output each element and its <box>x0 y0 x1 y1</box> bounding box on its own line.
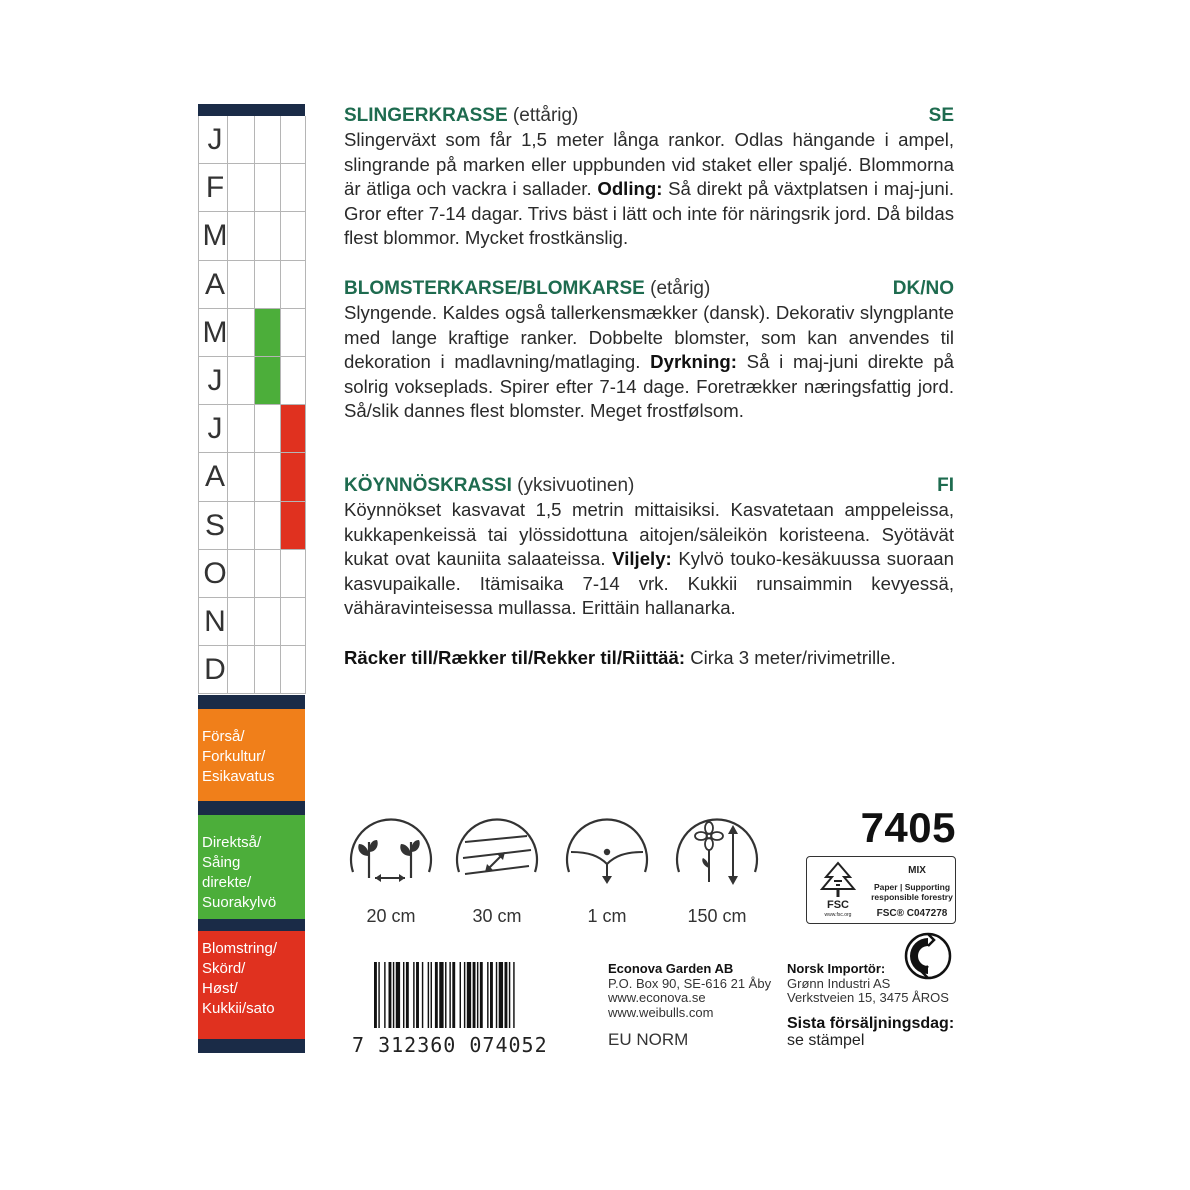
language-code: FI <box>937 475 954 496</box>
section-header <box>344 104 954 128</box>
calendar-cell <box>280 261 306 308</box>
legend-bloom-harvest <box>198 931 305 1039</box>
legend-line: Blomstring/ <box>202 940 278 957</box>
calendar-cell <box>227 261 254 308</box>
calendar-cell <box>280 309 306 356</box>
month-row <box>199 598 306 646</box>
row-spacing-label: 30 cm <box>472 906 522 926</box>
row-spacing-icon <box>451 812 543 896</box>
row-spacing <box>449 812 545 927</box>
variety-type: (ettårig) <box>512 105 579 126</box>
calendar-cell <box>254 502 280 549</box>
plant-spacing <box>343 812 439 927</box>
legend-line: Förså/ <box>202 728 245 745</box>
month-row <box>199 550 306 598</box>
last-sale-value: se stämpel <box>787 1032 865 1049</box>
legend-line: Såing <box>202 854 241 871</box>
month-letter: M <box>202 315 228 349</box>
calendar-cell <box>280 453 306 500</box>
calendar-cell <box>280 405 306 452</box>
legend-line: Kukkii/sato <box>202 1000 275 1017</box>
calendar-cell <box>227 309 254 356</box>
month-row <box>199 164 306 212</box>
plant-height-icon <box>671 812 763 896</box>
strip-divider <box>198 919 305 931</box>
eu-norm: EU NORM <box>608 1030 689 1049</box>
calendar-cell <box>254 598 280 645</box>
calendar-cell <box>254 357 280 404</box>
company-web: www.econova.se <box>608 990 706 1005</box>
month-letter: A <box>204 267 225 301</box>
section-text <box>344 498 954 621</box>
month-row <box>199 502 306 550</box>
month-row <box>199 646 306 694</box>
calendar-cell <box>227 502 254 549</box>
importer-info <box>787 962 949 1006</box>
month-row <box>199 116 306 164</box>
section-text <box>344 128 954 251</box>
last-sale-label: Sista försäljningsdag: <box>787 1015 955 1032</box>
legend-direct-sow <box>198 815 305 919</box>
variety-type: (yksivuotinen) <box>517 475 635 496</box>
legend-line: Direktså/ <box>202 834 262 851</box>
calendar-cell <box>254 453 280 500</box>
importer-address: Verkstveien 15, 3475 ÅROS <box>787 990 949 1005</box>
cultivation-label: Odling: <box>597 178 663 200</box>
calendar-cell <box>254 309 280 356</box>
month-letter: A <box>204 460 225 494</box>
fsc-paper-text: Paper | Supporting responsible forestry <box>871 882 953 902</box>
variety-name: KÖYNNÖSKRASSI <box>344 475 512 496</box>
company-info <box>608 962 771 1020</box>
calendar-cell <box>254 164 280 211</box>
importer-name: Grønn Industri AS <box>787 975 891 991</box>
calendar-cell <box>227 598 254 645</box>
month-letter: S <box>204 508 225 542</box>
section-finnish <box>344 474 954 621</box>
section-swedish <box>344 104 954 251</box>
month-letter: O <box>203 556 227 590</box>
section-header <box>344 277 954 301</box>
barcode <box>352 962 572 1057</box>
strip-divider <box>198 801 305 815</box>
text-part: Kylvö touko-kesäkuussa suoraan kasvupaikalle. Itämisaika 7-14 vrk. Kukkii runsaimmin kevyessä, vähäravinteisessa mullassa. Erittäin hallanarka. <box>344 548 954 619</box>
calendar-cell <box>254 261 280 308</box>
legend-line: Høst/ <box>202 980 238 997</box>
text-part: Köynnökset kasvavat 1,5 metrin mittaisiksi. Kasvatetaan amppeleissa, kukkapenkeissä tai ylössidottuna aitojen/säleikön koristeena. Syötävät kukat ovat kauniita salaateissa. <box>344 499 954 570</box>
fsc-tree-icon <box>816 861 860 901</box>
calendar-cell <box>280 116 306 163</box>
product-number: 7405 <box>860 804 956 851</box>
calendar-cell <box>227 550 254 597</box>
month-calendar <box>198 116 306 694</box>
company-address: P.O. Box 90, SE-616 21 Åby <box>608 975 772 991</box>
month-row <box>199 357 306 405</box>
month-letter: J <box>207 412 223 446</box>
coverage-value: Cirka 3 meter/rivimetrille. <box>690 647 896 668</box>
month-letter: N <box>204 604 226 638</box>
fsc-code: FSC® C047278 <box>876 908 948 919</box>
calendar-cell <box>227 453 254 500</box>
month-row <box>199 261 306 309</box>
calendar-cell <box>280 164 306 211</box>
calendar-cell <box>227 405 254 452</box>
month-row <box>199 212 306 260</box>
language-code: SE <box>928 105 954 126</box>
cultivation-label: Viljely: <box>612 548 672 570</box>
calendar-cell <box>254 646 280 693</box>
legend-line: Skörd/ <box>202 960 246 977</box>
plant-spacing-label: 20 cm <box>366 906 416 926</box>
fsc-url: www.fsc.org <box>824 912 852 918</box>
strip-bottom-bar <box>198 1039 305 1053</box>
calendar-cell <box>280 598 306 645</box>
strip-top-bar <box>198 104 305 116</box>
coverage-line <box>344 647 896 669</box>
section-danish-norwegian <box>344 277 954 424</box>
month-letter: J <box>207 363 223 397</box>
text-part: Så i maj-juni direkte på solrig vokseplads. Spirer efter 7-14 dage. Foretrækker næringsfattig jord. Så/slik dannes flest blomster. Meget frostfølsom. <box>344 351 954 422</box>
month-row <box>199 309 306 357</box>
section-header <box>344 474 954 498</box>
variety-name: SLINGERKRASSE <box>344 105 508 126</box>
legend-line: Esikavatus <box>202 768 275 785</box>
calendar-cell <box>227 212 254 259</box>
calendar-cell <box>280 550 306 597</box>
coverage-label: Räcker till/Rækker til/Rekker til/Riittää: <box>344 647 686 668</box>
month-row <box>199 453 306 501</box>
language-code: DK/NO <box>892 278 954 299</box>
plant-height-label: 150 cm <box>687 906 747 926</box>
text-part: Så direkt på växtplatsen i maj-juni. Gror efter 7-14 dagar. Trivs bäst i lätt och inte för näringsrik jord. Då bildas flest blommor. Mycket frostkänslig. <box>344 178 955 249</box>
cultivation-label: Dyrkning: <box>650 351 737 373</box>
calendar-cell <box>280 646 306 693</box>
barcode-digits: 7 312360 074052 <box>352 1033 548 1057</box>
calendar-cell <box>280 502 306 549</box>
legend-line: Suorakylvö <box>202 894 277 911</box>
variety-name: BLOMSTERKARSE/BLOMKARSE <box>344 278 645 299</box>
sowing-depth-icon <box>561 812 653 896</box>
importer-title: Norsk Importör: <box>787 961 886 976</box>
sowing-calendar-strip <box>198 104 305 1053</box>
company-web: www.weibulls.com <box>608 1004 714 1020</box>
text-part: Slyngende. Kaldes også tallerkensmækker (dansk). Dekorativ slyngplante med lange kraftige ranker. Dobbelte blomster, som kan anvendes til dekoration i madlavning/matlaging. <box>344 302 954 373</box>
fsc-certification <box>806 856 956 924</box>
calendar-cell <box>227 646 254 693</box>
sowing-depth-label: 1 cm <box>587 906 627 926</box>
company-name: Econova Garden AB <box>608 961 734 976</box>
month-row <box>199 405 306 453</box>
section-text <box>344 301 954 424</box>
text-part: Slingerväxt som får 1,5 meter långa rankor. Odlas hängande i ampel, slingrande på marken eller uppbunden vid staket eller spaljé. Blommorna är ätliga och vackra i sallader. <box>344 129 954 200</box>
calendar-cell <box>280 357 306 404</box>
barcode-bars <box>352 962 572 1030</box>
legend-line: Forkultur/ <box>202 748 266 765</box>
sowing-depth <box>559 812 655 927</box>
variety-type: (etårig) <box>650 278 711 299</box>
calendar-cell <box>227 357 254 404</box>
plant-height <box>669 812 765 927</box>
calendar-cell <box>254 212 280 259</box>
calendar-cell <box>280 212 306 259</box>
last-sale-date <box>787 1015 954 1049</box>
legend-line: direkte/ <box>202 874 252 891</box>
calendar-cell <box>254 550 280 597</box>
fsc-mix: MIX <box>908 865 926 876</box>
month-letter: D <box>204 653 226 687</box>
calendar-cell <box>227 164 254 211</box>
month-letter: J <box>207 123 223 156</box>
strip-divider <box>198 695 305 709</box>
calendar-cell <box>227 116 254 163</box>
legend-pre-sow <box>198 709 305 801</box>
calendar-cell <box>254 116 280 163</box>
month-letter: F <box>205 171 225 205</box>
calendar-cell <box>254 405 280 452</box>
fsc-label: FSC <box>827 899 849 911</box>
plant-spacing-icon <box>345 812 437 896</box>
month-letter: M <box>202 219 228 253</box>
